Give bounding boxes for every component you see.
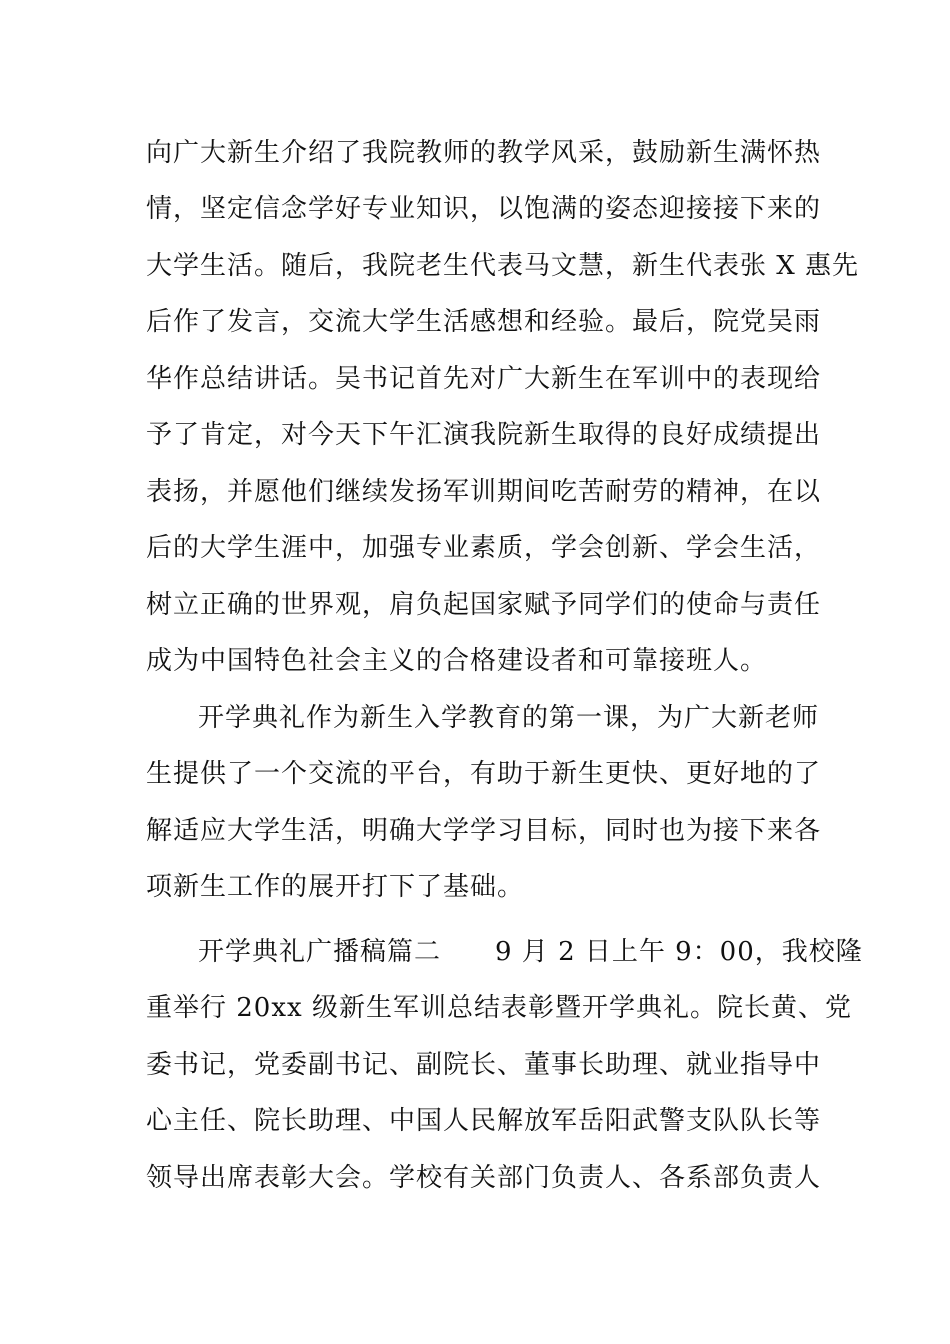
text-line: 解适应大学生活，明确大学学习目标，同时也为接下来各 (146, 816, 822, 846)
text-line: 表扬，并愿他们继续发扬军训期间吃苦耐劳的精神，在以 (146, 477, 822, 507)
text-line: 生提供了一个交流的平台，有助于新生更快、更好地的了 (146, 759, 822, 789)
text-line: 重举行 20xx 级新生军训总结表彰暨开学典礼。院长黄、党 (146, 993, 852, 1023)
text-line: 华作总结讲话。吴书记首先对广大新生在军训中的表现给 (146, 364, 822, 394)
text-line: 向广大新生介绍了我院教师的教学风采，鼓励新生满怀热 (146, 138, 822, 168)
text-line: 心主任、院长助理、中国人民解放军岳阳武警支队队长等 (146, 1106, 822, 1136)
text-line: 项新生工作的展开打下了基础。 (146, 872, 525, 902)
paragraph-first-line: 开学典礼广播稿篇二 9 月 2 日上午 9：00，我校隆 (198, 937, 863, 967)
text-line: 后作了发言，交流大学生活感想和经验。最后，院党吴雨 (146, 307, 822, 337)
text-line: 情，坚定信念学好专业知识，以饱满的姿态迎接接下来的 (146, 194, 822, 224)
text-line: 树立正确的世界观，肩负起国家赋予同学们的使命与责任 (146, 590, 822, 620)
text-line: 予了肯定，对今天下午汇演我院新生取得的良好成绩提出 (146, 420, 822, 450)
text-line: 大学生活。随后，我院老生代表马文慧，新生代表张 X 惠先 (146, 251, 860, 281)
text-line: 后的大学生涯中，加强专业素质，学会创新、学会生活， (146, 533, 822, 563)
text-line: 委书记，党委副书记、副院长、董事长助理、就业指导中 (146, 1050, 822, 1080)
text-line: 领导出席表彰大会。学校有关部门负责人、各系部负责人 (146, 1163, 822, 1193)
paragraph-first-line: 开学典礼作为新生入学教育的第一课，为广大新老师 (198, 703, 820, 733)
text-line: 成为中国特色社会主义的合格建设者和可靠接班人。 (146, 646, 768, 676)
